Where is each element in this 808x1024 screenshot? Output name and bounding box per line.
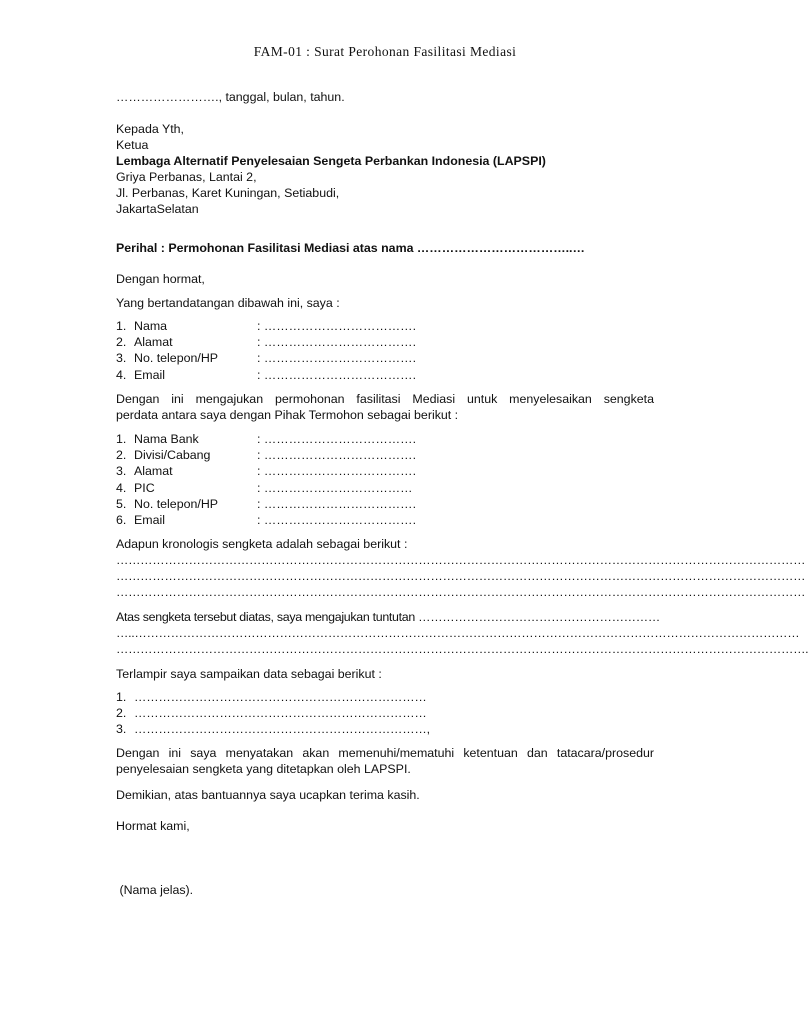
field-label: Nama	[134, 319, 168, 333]
list-item	[116, 318, 654, 334]
request-paragraph	[116, 391, 654, 423]
chronology-line: ………………………………………………………………………………………………………………………………………………………	[116, 585, 806, 600]
statement-line-1: Dengan ini saya menyatakan akan memenuhi/mematuhi ketentuan dan tatacara/prosedur	[116, 746, 654, 760]
list-item	[116, 463, 654, 479]
chronology-line: ………………………………………………………………………………………………………………………………………………………	[116, 553, 806, 567]
field-label: No. telepon/HP	[134, 496, 219, 511]
chronology-line: ………………………………………………………………………………………………………………………………………………………	[116, 569, 806, 584]
list-item	[116, 480, 654, 496]
chronology-intro: Adapun kronologis sengketa adalah sebagai berikut :	[116, 537, 408, 551]
request-line-2: perdata antara saya dengan Pihak Termohon sebagai berikut :	[116, 408, 459, 422]
list-item	[116, 705, 654, 721]
recipient-institution: Lembaga Alternatif Penyelesaian Sengeta Perbankan Indonesia (LAPSPI)	[116, 154, 546, 168]
field-value: : ……………………………….	[257, 335, 417, 350]
recipient-address-1: Griya Perbanas, Lantai 2,	[116, 170, 257, 184]
applicant-list	[116, 318, 654, 383]
item-number: 5.	[116, 496, 127, 511]
field-label: Alamat	[134, 335, 173, 350]
item-number: 1.	[116, 432, 127, 446]
attachment-value: ………………………………………………………………,	[134, 722, 430, 737]
attachment-list	[116, 689, 654, 738]
closing-sentence: Demikian, atas bantuannya saya ucapkan terima kasih.	[116, 788, 420, 802]
statement-paragraph	[116, 745, 654, 777]
list-item	[116, 496, 654, 512]
field-value: : ……………………………….	[257, 448, 417, 463]
item-number: 2.	[116, 335, 127, 350]
request-line-1: Dengan ini mengajukan permohonan fasilitasi Mediasi untuk menyelesaikan sengketa	[116, 392, 654, 406]
list-item	[116, 512, 654, 528]
greeting: Dengan hormat,	[116, 272, 205, 286]
item-number: 4.	[116, 367, 127, 382]
recipient-position: Ketua	[116, 138, 149, 152]
field-label: PIC	[134, 480, 155, 495]
field-value: : ……………………………….	[257, 464, 417, 479]
recipient-block	[116, 121, 654, 217]
item-number: 3.	[116, 351, 127, 366]
field-value: : ………………………………	[257, 480, 413, 495]
field-value: : ……………………………….	[257, 319, 417, 333]
list-item	[116, 447, 654, 463]
list-item	[116, 334, 654, 350]
item-number: 1.	[116, 690, 127, 704]
demand-line: ……………………………………………………………………………………………………………………………………………………….	[116, 642, 808, 657]
field-value: : ……………………………….	[257, 432, 417, 446]
field-value: : ……………………………….	[257, 496, 417, 511]
recipient-address-2: Jl. Perbanas, Karet Kuningan, Setiabudi,	[116, 186, 340, 200]
attachment-value: ………………………………………………………………	[134, 706, 427, 721]
field-label: No. telepon/HP	[134, 351, 219, 366]
list-item	[116, 350, 654, 366]
field-value: : ……………………………….	[257, 512, 417, 527]
field-label: Email	[134, 367, 165, 382]
list-item	[116, 367, 654, 383]
respondent-list	[116, 431, 654, 528]
list-item	[116, 721, 654, 737]
subject-line: Perihal : Permohonan Fasilitasi Mediasi atas nama ………………………………..…	[116, 241, 585, 255]
item-number: 2.	[116, 706, 127, 721]
chronology-section	[116, 536, 806, 601]
statement-line-2: penyelesaian sengketa yang ditetapkan oleh LAPSPI.	[116, 762, 411, 776]
attachment-intro: Terlampir saya sampaikan data sebagai berikut :	[116, 667, 382, 681]
demand-intro: Atas sengketa tersebut diatas, saya mengajukan tuntutan ……………………………………………………	[116, 610, 660, 624]
item-number: 6.	[116, 512, 127, 527]
field-label: Divisi/Cabang	[134, 448, 211, 463]
applicant-intro: Yang bertandatangan dibawah ini, saya :	[116, 296, 340, 310]
item-number: 4.	[116, 480, 127, 495]
document-title: FAM-01 : Surat Perohonan Fasilitasi Mediasi	[253, 44, 517, 59]
field-label: Email	[134, 512, 165, 527]
demand-line: …..…………………………………………………………………………………………………………………………………………………	[116, 626, 800, 641]
list-item	[116, 431, 654, 447]
list-item	[116, 689, 654, 705]
regards-line: Hormat kami,	[116, 819, 190, 833]
field-label: Nama Bank	[134, 432, 199, 446]
recipient-salutation: Kepada Yth,	[116, 122, 184, 136]
field-label: Alamat	[134, 464, 173, 479]
field-value: : ……………………………….	[257, 351, 417, 366]
date-line: ……………………., tanggal, bulan, tahun.	[116, 90, 345, 104]
demand-section	[116, 609, 808, 658]
signature-name: (Nama jelas).	[116, 883, 194, 897]
item-number: 2.	[116, 448, 127, 463]
item-number: 3.	[116, 722, 127, 737]
item-number: 1.	[116, 319, 127, 333]
item-number: 3.	[116, 464, 127, 479]
recipient-city: JakartaSelatan	[116, 202, 199, 216]
field-value: : ……………………………….	[257, 367, 417, 382]
attachment-value: ………………………………………………………………	[134, 690, 427, 704]
